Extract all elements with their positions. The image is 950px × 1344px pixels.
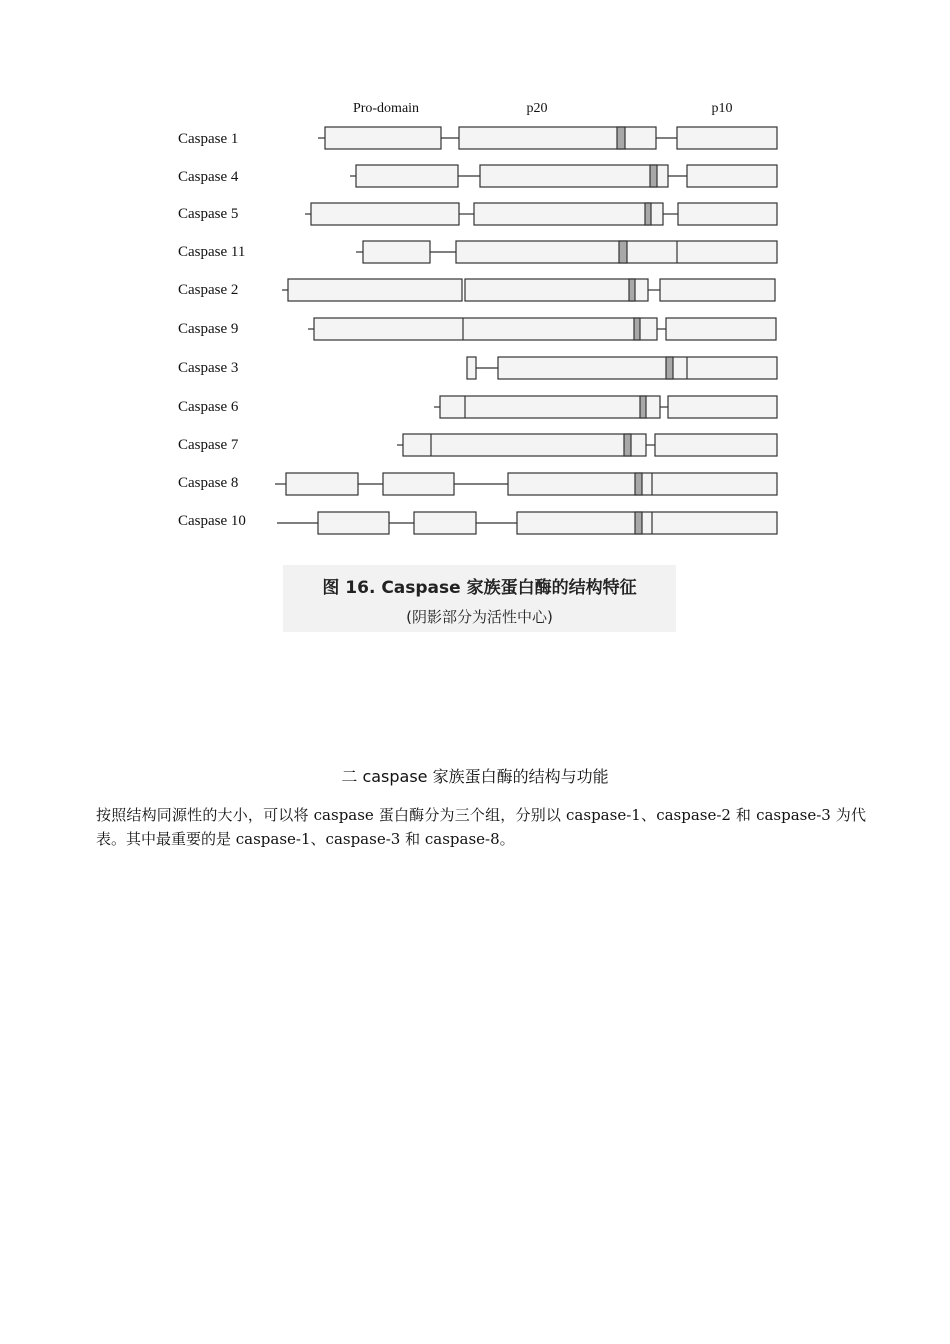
domain-box <box>678 203 777 225</box>
domain-box <box>655 434 777 456</box>
header-p20: p20 <box>526 101 548 116</box>
domain-box <box>403 434 646 456</box>
active-site <box>635 512 642 534</box>
domain-box <box>456 241 777 263</box>
domain-box <box>414 512 476 534</box>
label-caspase-3: Caspase 3 <box>178 360 239 376</box>
domain-box <box>383 473 454 495</box>
caption-title: 图 16. Caspase 家族蛋白酶的结构特征 <box>322 578 637 598</box>
label-caspase-7: Caspase 7 <box>178 437 239 453</box>
active-site <box>650 165 657 187</box>
domain-box <box>474 203 663 225</box>
label-caspase-4: Caspase 4 <box>178 169 239 185</box>
active-site <box>635 473 642 495</box>
caption-subtitle: (阴影部分为活性中心) <box>406 608 553 626</box>
domain-box <box>318 512 389 534</box>
domain-box <box>286 473 358 495</box>
caspase-structure-diagram <box>0 0 950 560</box>
figure-caption <box>283 565 676 632</box>
domain-box <box>467 357 476 379</box>
active-site <box>634 318 640 340</box>
domain-box <box>666 318 776 340</box>
section-heading: 二 caspase 家族蛋白酶的结构与功能 <box>341 767 609 786</box>
active-site <box>640 396 646 418</box>
label-caspase-5: Caspase 5 <box>178 206 239 222</box>
active-site <box>619 241 627 263</box>
domain-box <box>288 279 462 301</box>
active-site <box>617 127 625 149</box>
label-caspase-10: Caspase 10 <box>178 513 246 529</box>
domain-box <box>459 127 656 149</box>
domain-box <box>314 318 657 340</box>
label-caspase-6: Caspase 6 <box>178 399 239 415</box>
domain-box <box>668 396 777 418</box>
active-site <box>666 357 673 379</box>
domain-box <box>363 241 430 263</box>
domain-box <box>480 165 668 187</box>
domain-box <box>498 357 777 379</box>
active-site <box>624 434 631 456</box>
domain-box <box>687 165 777 187</box>
domain-box <box>325 127 441 149</box>
domain-box <box>311 203 459 225</box>
header-prodomain: Pro-domain <box>352 101 420 116</box>
active-site <box>645 203 651 225</box>
domain-box <box>517 512 777 534</box>
body-paragraph: 按照结构同源性的大小，可以将 caspase 蛋白酶分为三个组，分别以 caspase-1、caspase-2 和 caspase-3 为代表。其中最重要的是 caspase-1、caspase-3 和 caspase-8。 <box>96 806 866 848</box>
label-caspase-8: Caspase 8 <box>178 475 239 491</box>
domain-box <box>660 279 775 301</box>
domain-box <box>677 127 777 149</box>
label-caspase-1: Caspase 1 <box>178 131 239 147</box>
domain-shapes <box>275 127 777 534</box>
label-caspase-9: Caspase 9 <box>178 321 239 337</box>
label-caspase-11: Caspase 11 <box>178 244 246 260</box>
label-caspase-2: Caspase 2 <box>178 282 239 298</box>
domain-box <box>465 279 648 301</box>
header-p10: p10 <box>711 101 733 116</box>
domain-box <box>356 165 458 187</box>
domain-box <box>440 396 660 418</box>
active-site <box>629 279 635 301</box>
